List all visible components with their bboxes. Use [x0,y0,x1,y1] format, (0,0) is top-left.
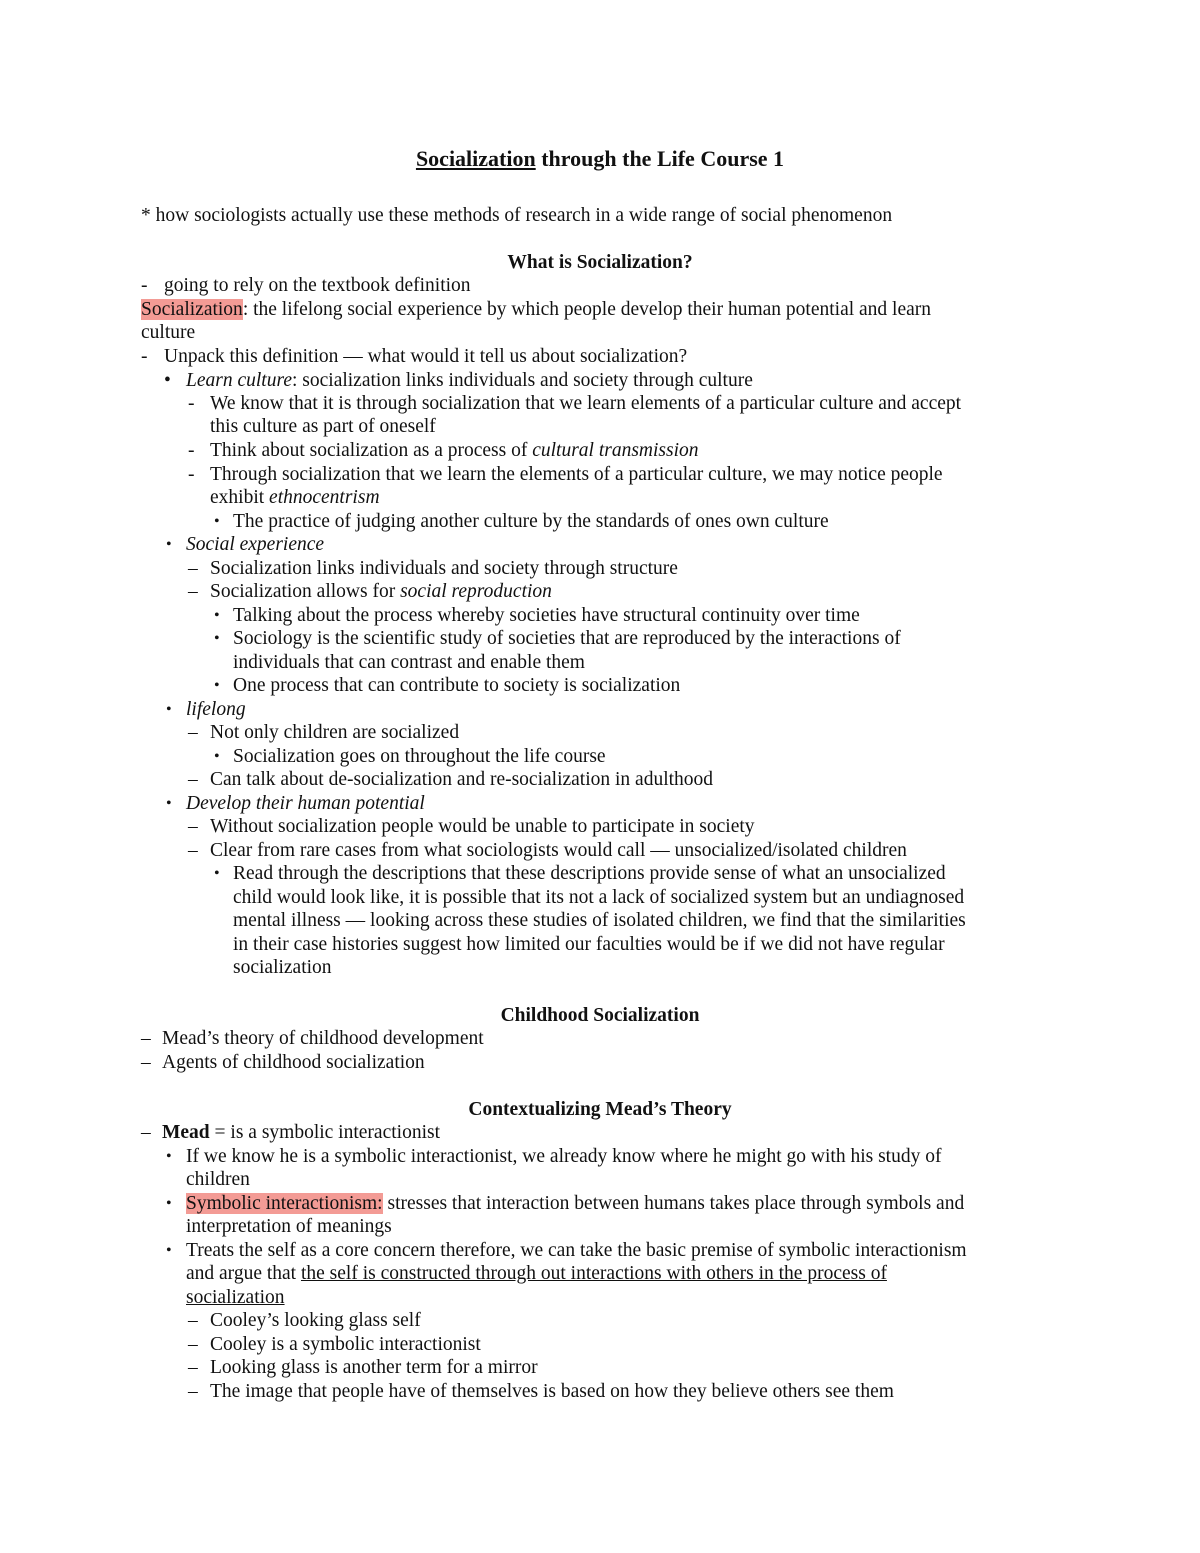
list-item: Mead’s theory of childhood development [162,1028,484,1049]
list-item: If we know he is a symbolic interactionist, we already know where he might go with his study of [186,1146,942,1167]
list-item-continuation: this culture as part of oneself [210,416,436,437]
list-item: Think about socialization as a process of cultural transmission [210,440,699,461]
list-item: One process that can contribute to society is socialization [233,675,681,696]
list-item: Learn culture: socialization links individuals and society through culture [186,370,753,391]
list-item: Socialization links individuals and society through structure [210,558,678,579]
endash-marker: – [188,816,198,837]
list-item-continuation: and argue that the self is constructed through out interactions with others in the process of [186,1263,887,1284]
list-item: lifelong [186,699,246,720]
list-item: Socialization allows for social reproduction [210,581,552,602]
endash-marker: – [141,1052,151,1073]
list-item: Looking glass is another term for a mirror [210,1357,538,1378]
underlined-phrase: the self is constructed through out interactions with others in the process of [300,1263,887,1284]
list-item: Sociology is the scientific study of societies that are reproduced by the interactions of [233,628,901,649]
list-item: Treats the self as a core concern therefore, we can take the basic premise of symbolic interactionism [186,1240,967,1261]
list-item: The image that people have of themselves is based on how they believe others see them [210,1381,894,1402]
list-item-continuation: exhibit ethnocentrism [210,487,380,508]
bullet-marker: • [214,607,220,624]
bullet-marker: • [166,795,172,812]
title-rest: through the Life Course 1 [535,146,785,171]
list-item: Develop their human potential [186,793,425,814]
bullet-marker: • [214,513,220,530]
dash-marker: - [188,464,195,485]
list-item: Without socialization people would be unable to participate in society [210,816,755,837]
bullet-marker: • [214,748,220,765]
list-item: Symbolic interactionism: stresses that interaction between humans takes place through symbols and [186,1193,965,1214]
bullet-marker: • [166,1195,172,1212]
list-item-continuation: individuals that can contrast and enable them [233,652,585,673]
list-item-continuation: child would look like, it is possible that its not a lack of socialized system but an undiagnosed [233,887,965,908]
list-item: Cooley’s looking glass self [210,1310,421,1331]
definition-continuation: culture [141,322,196,343]
list-item-continuation: mental illness — looking across these studies of isolated children, we find that the similarities [233,910,966,931]
highlighted-term: Socialization [141,299,243,320]
endash-marker: – [188,1357,198,1378]
bullet-marker: • [166,1242,172,1259]
endash-marker: – [188,840,198,861]
bullet-marker: • [166,1148,172,1165]
endash-marker: – [141,1028,151,1049]
list-item: Social experience [186,534,325,555]
list-item: Socialization goes on throughout the life course [233,746,606,767]
list-item: Through socialization that we learn the elements of a particular culture, we may notice people [210,464,943,485]
dash-marker: - [141,275,148,296]
list-item: Mead = is a symbolic interactionist [162,1122,440,1143]
bullet-marker: • [214,677,220,694]
list-item-continuation: interpretation of meanings [186,1216,392,1237]
list-item: Talking about the process whereby societies have structural continuity over time [233,605,860,626]
list-item: Clear from rare cases from what sociologists would call — unsocialized/isolated children [210,840,907,861]
endash-marker: – [188,1334,198,1355]
dash-marker: - [188,393,195,414]
endash-marker: – [188,1310,198,1331]
list-item: Cooley is a symbolic interactionist [210,1334,481,1355]
list-item: going to rely on the textbook definition [164,275,471,296]
list-item: The practice of judging another culture by the standards of ones own culture [233,511,829,532]
list-item-continuation [186,1286,285,1309]
bullet-marker: • [214,630,220,647]
list-item-continuation: socialization [233,957,332,978]
definition-line: Socialization: the lifelong social experience by which people develop their human potential and learn [141,299,932,320]
highlighted-term: Symbolic interactionism: [186,1193,383,1214]
section-heading: Childhood Socialization [500,1005,700,1026]
dash-marker: - [188,440,195,461]
endash-marker: – [141,1122,151,1143]
list-item: We know that it is through socialization that we learn elements of a particular culture and accept [210,393,962,414]
title-underlined-word: Socialization [415,146,536,171]
endash-marker: – [188,722,198,743]
document-title [0,146,1200,172]
list-item: Agents of childhood socialization [162,1052,425,1073]
bullet-marker: • [166,701,172,718]
list-item: Can talk about de-socialization and re-socialization in adulthood [210,769,714,790]
intro-note: * how sociologists actually use these methods of research in a wide range of social phenomenon [141,205,893,226]
bullet-marker: • [164,370,171,391]
list-item-continuation: children [186,1169,250,1190]
section-heading: Contextualizing Mead’s Theory [468,1099,732,1120]
endash-marker: – [188,1381,198,1402]
list-item-continuation: in their case histories suggest how limited our faculties would be if we did not have regular [233,934,945,955]
section-heading: What is Socialization? [507,252,693,273]
dash-marker: - [141,346,148,367]
underlined-phrase: socialization [186,1287,285,1308]
list-item: Unpack this definition — what would it tell us about socialization? [164,346,688,367]
endash-marker: – [188,558,198,579]
bullet-marker: • [166,536,172,553]
endash-marker: – [188,581,198,602]
list-item: Not only children are socialized [210,722,460,743]
endash-marker: – [188,769,198,790]
list-item: Read through the descriptions that these descriptions provide sense of what an unsocialized [233,863,946,884]
bullet-marker: • [214,865,220,882]
